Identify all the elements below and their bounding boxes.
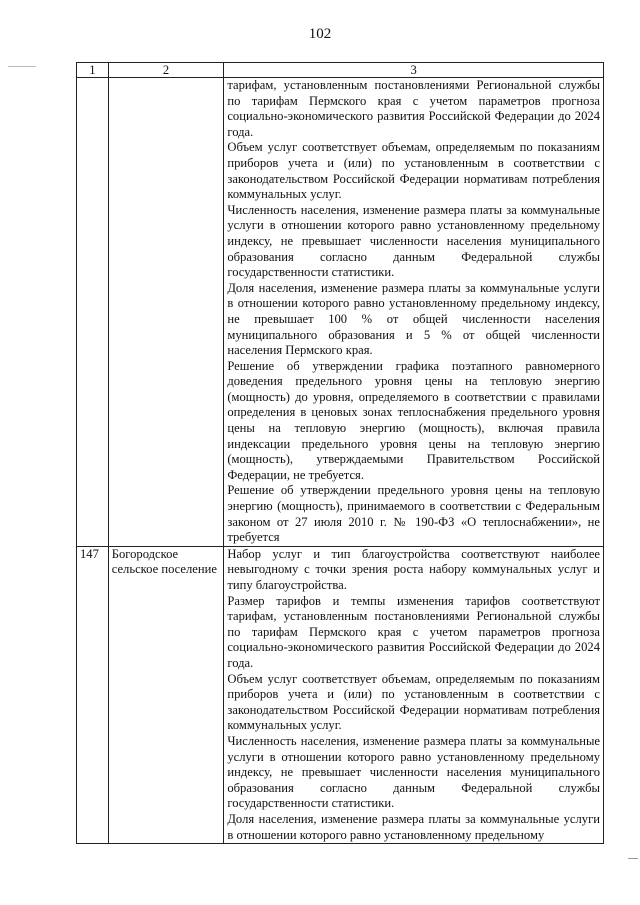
document-table (76, 62, 604, 844)
paragraph: Решение об утверждении предельного уровня цены на тепловую энергию (мощность), принимаемого в соответствии с Федеральным законом от 27 июля 2010 г. № 190-ФЗ «О теплоснабжении», не требуется (227, 483, 600, 545)
table-row (77, 78, 604, 547)
column-header: 1 (77, 63, 109, 78)
table-row (77, 546, 604, 843)
paragraph: Численность населения, изменение размера платы за коммунальные услуги в отношении которого равно установленному предельному индексу, не превышает численности населения муниципального образования согласно данным Федеральной службы государственности статистики. (227, 202, 600, 280)
row-name-cell: Богородское сельское поселение (108, 546, 224, 843)
column-header: 2 (108, 63, 224, 78)
paragraph: Численность населения, изменение размера платы за коммунальные услуги в отношении которого равно установленному предельному индексу, не превышает численности населения муниципального образования согласно данным Федеральной службы государственности статистики. (227, 733, 600, 811)
scan-edge-mark (8, 66, 36, 67)
page-number: 102 (308, 26, 332, 42)
paragraph: Объем услуг соответствует объемам, определяемым по показаниям приборов учета и (или) по установленным в соответствии с законодательством Российской Федерации нормативам потребления коммунальных услуг. (227, 671, 600, 733)
row-text-cell (224, 546, 604, 843)
row-name-cell (108, 78, 224, 547)
row-number-cell: 147 (77, 546, 109, 843)
paragraph: Доля населения, изменение размера платы за коммунальные услуги в отношении которого равно установленному предельному индексу, не превышает 100 % от общей численности населения муниципального образования и 5 % от общей численности населения Пермского края. (227, 280, 600, 358)
table-header-row (77, 63, 604, 78)
paragraph: Решение об утверждении графика поэтапного равномерного доведения предельного уровня цены на тепловую энергию (мощность) до уровня, определяемого в соответствии с правилами определения в ценовых зонах теплоснабжения предельного уровня цены на тепловую энергию (мощность), включая правила индексации предельного уровня цены на тепловую энергию (мощность), утверждаемыми Правительством Российской Федерации, не требуется. (227, 358, 600, 482)
paragraph: Набор услуг и тип благоустройства соответствуют наиболее невыгодному с точки зрения роста набору коммунальных услуг и типу благоустройства. (227, 546, 600, 592)
row-number-cell (77, 78, 109, 547)
paragraph: тарифам, установленным постановлениями Региональной службы по тарифам Пермского края с учетом параметров прогноза социально-экономического развития Российской Федерации до 2024 года. (227, 78, 600, 139)
paragraph: Размер тарифов и темпы изменения тарифов соответствуют тарифам, установленным постановлениями Региональной службы по тарифам Пермского края с учетом параметров прогноза социально-экономического развития Российской Федерации до 2024 года. (227, 593, 600, 670)
paragraph: Объем услуг соответствует объемам, определяемым по показаниям приборов учета и (или) по установленным в соответствии с законодательством Российской Федерации нормативам потребления коммунальных услуг. (227, 140, 600, 202)
paragraph: Доля населения, изменение размера платы за коммунальные услуги в отношении которого равно установленному предельному (227, 811, 600, 842)
column-header: 3 (224, 63, 604, 78)
row-text-cell (224, 78, 604, 547)
scan-edge-mark (628, 858, 638, 859)
